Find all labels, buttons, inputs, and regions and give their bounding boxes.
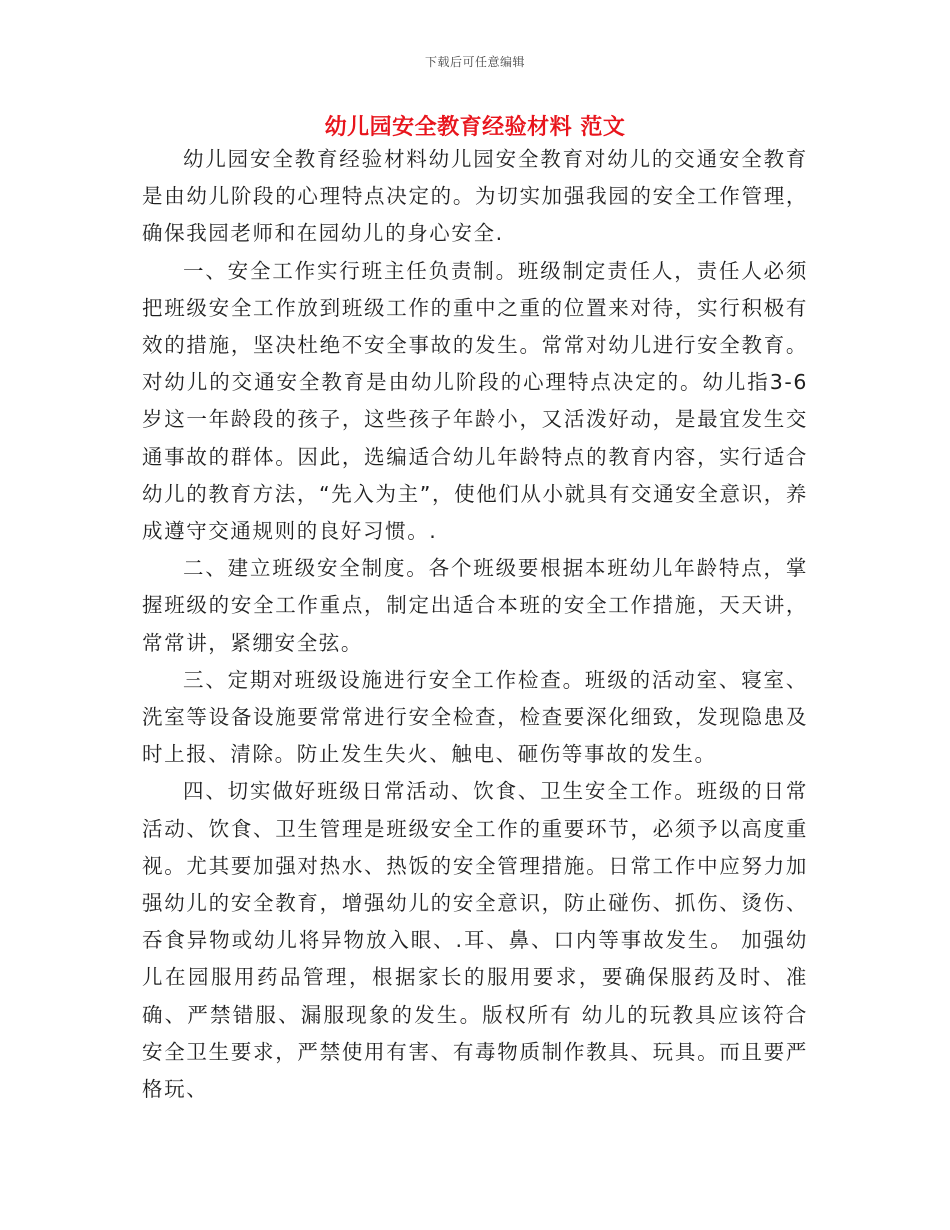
page-header: 下载后可任意编辑 — [424, 55, 525, 69]
paragraph-intro: 幼儿园安全教育经验材料幼儿园安全教育对幼儿的交通安全教育是由幼儿阶段的心理特点决定的。为切实加强我园的安全工作管理，确保我园老师和在园幼儿的身心安全. — [142, 147, 808, 246]
document-body — [142, 141, 808, 1108]
paragraph-section-2: 二、建立班级安全制度。各个班级要根据本班幼儿年龄特点，掌握班级的安全工作重点，制定出适合本班的安全工作措施，天天讲，常常讲，紧绷安全弦。 — [142, 556, 808, 655]
paragraph-section-3: 三、定期对班级设施进行安全工作检查。班级的活动室、寝室、洗室等设备设施要常常进行安全检查，检查要深化细致，发现隐患及时上报、清除。防止发生失火、触电、砸伤等事故的发生。 — [142, 667, 808, 767]
document-title: 幼儿园安全教育经验材料 范文 — [324, 115, 626, 140]
paragraph-section-1: 一、安全工作实行班主任负责制。班级制定责任人，责任人必须把班级安全工作放到班级工作的重中之重的位置来对待，实行积极有效的措施，坚决杜绝不安全事故的发生。常常对幼儿进行安全教育。对幼儿的交通安全教育是由幼儿阶段的心理特点决定的。幼儿指3-6岁这一年龄段的孩子，这些孩子年龄小，又活泼好动，是最宜发生交通事故的群体。因此，选编适合幼儿年龄特点的教育内容，实行适合幼儿的教育方法，“先入为主”，使他们从小就具有交通安全意识，养成遵守交通规则的良好习惯。. — [142, 258, 808, 544]
paragraph-section-4: 四、切实做好班级日常活动、饮食、卫生安全工作。班级的日常活动、饮食、卫生管理是班级安全工作的重要环节，必须予以高度重视。尤其要加强对热水、热饭的安全管理措施。日常工作中应努力加强幼儿的安全教育，增强幼儿的安全意识，防止碰伤、抓伤、烫伤、吞食异物或幼儿将异物放入眼、.耳、鼻、口内等事故发生。 加强幼儿在园服用药品管理，根据家长的服用要求，要确保服药及时、准确、严禁错服、漏服现象的发生。版权所有 幼儿的玩教具应该符合安全卫生要求，严禁使用有害、有毒物质制作教具、玩具。而且要严格玩、 — [142, 779, 808, 1102]
